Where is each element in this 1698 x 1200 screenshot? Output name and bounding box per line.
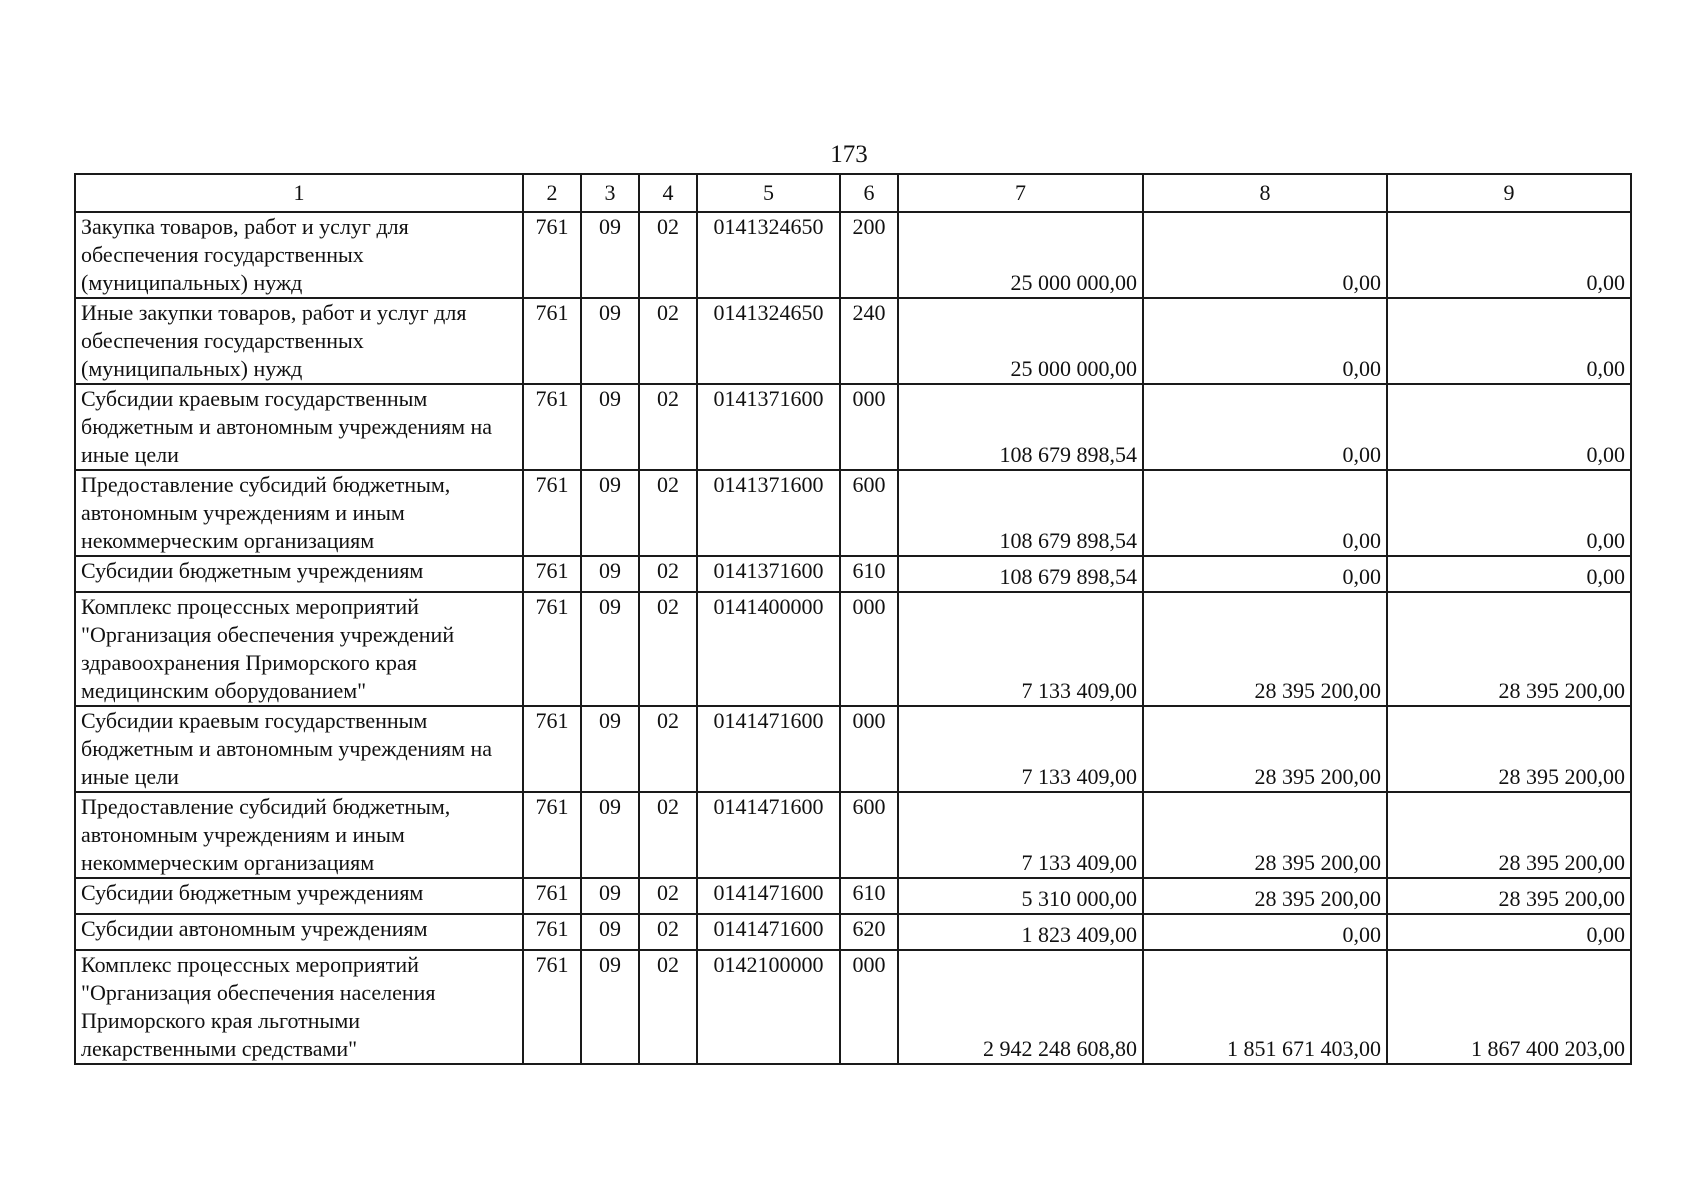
row-amount-8: 0,00 (1143, 298, 1387, 384)
row-amount-8: 28 395 200,00 (1143, 792, 1387, 878)
row-code-5: 0141324650 (697, 298, 840, 384)
row-code-6: 000 (840, 592, 898, 706)
table-header-row (75, 174, 1631, 212)
row-code-6: 610 (840, 878, 898, 914)
row-code-2: 761 (523, 384, 581, 470)
row-code-4: 02 (639, 792, 697, 878)
table-row (75, 706, 1631, 792)
table-row (75, 792, 1631, 878)
row-code-6: 600 (840, 470, 898, 556)
row-name: Комплекс процессных мероприятий "Организация обеспечения учреждений здравоохранения Приморского края медицинским оборудованием" (75, 592, 523, 706)
table-row (75, 298, 1631, 384)
row-code-5: 0141371600 (697, 384, 840, 470)
table-row (75, 914, 1631, 950)
row-code-2: 761 (523, 592, 581, 706)
table-row (75, 212, 1631, 298)
row-name: Субсидии бюджетным учреждениям (75, 878, 523, 914)
column-header: 5 (697, 174, 840, 212)
column-header: 8 (1143, 174, 1387, 212)
row-amount-7: 25 000 000,00 (898, 212, 1143, 298)
table-row (75, 556, 1631, 592)
row-code-4: 02 (639, 212, 697, 298)
row-name: Предоставление субсидий бюджетным, автономным учреждениям и иным некоммерческим организациям (75, 792, 523, 878)
row-code-5: 0141471600 (697, 792, 840, 878)
row-code-4: 02 (639, 706, 697, 792)
row-amount-7: 108 679 898,54 (898, 470, 1143, 556)
row-code-3: 09 (581, 592, 639, 706)
table-row (75, 592, 1631, 706)
row-amount-9: 0,00 (1387, 914, 1631, 950)
column-header: 3 (581, 174, 639, 212)
row-amount-9: 28 395 200,00 (1387, 706, 1631, 792)
row-code-6: 620 (840, 914, 898, 950)
row-name: Субсидии краевым государственным бюджетным и автономным учреждениям на иные цели (75, 706, 523, 792)
row-code-3: 09 (581, 878, 639, 914)
row-amount-8: 1 851 671 403,00 (1143, 950, 1387, 1064)
column-header: 9 (1387, 174, 1631, 212)
row-code-6: 610 (840, 556, 898, 592)
row-amount-9: 0,00 (1387, 470, 1631, 556)
row-code-6: 240 (840, 298, 898, 384)
row-code-5: 0142100000 (697, 950, 840, 1064)
row-code-5: 0141371600 (697, 470, 840, 556)
row-code-6: 600 (840, 792, 898, 878)
row-name: Закупка товаров, работ и услуг для обеспечения государственных (муниципальных) нужд (75, 212, 523, 298)
row-amount-7: 7 133 409,00 (898, 792, 1143, 878)
row-amount-9: 28 395 200,00 (1387, 792, 1631, 878)
row-code-3: 09 (581, 298, 639, 384)
row-amount-8: 0,00 (1143, 470, 1387, 556)
row-amount-8: 0,00 (1143, 384, 1387, 470)
row-code-2: 761 (523, 298, 581, 384)
row-code-3: 09 (581, 914, 639, 950)
row-amount-9: 0,00 (1387, 298, 1631, 384)
row-amount-9: 0,00 (1387, 384, 1631, 470)
row-code-3: 09 (581, 792, 639, 878)
row-amount-8: 0,00 (1143, 212, 1387, 298)
row-name: Комплекс процессных мероприятий "Организация обеспечения населения Приморского края льготными лекарственными средствами" (75, 950, 523, 1064)
row-code-4: 02 (639, 914, 697, 950)
table-row (75, 878, 1631, 914)
row-code-3: 09 (581, 950, 639, 1064)
row-code-5: 0141400000 (697, 592, 840, 706)
row-code-4: 02 (639, 470, 697, 556)
row-code-6: 000 (840, 384, 898, 470)
row-name: Иные закупки товаров, работ и услуг для обеспечения государственных (муниципальных) нужд (75, 298, 523, 384)
row-amount-7: 7 133 409,00 (898, 592, 1143, 706)
row-amount-9: 0,00 (1387, 556, 1631, 592)
column-header: 6 (840, 174, 898, 212)
row-code-3: 09 (581, 212, 639, 298)
table-row (75, 384, 1631, 470)
row-amount-9: 1 867 400 203,00 (1387, 950, 1631, 1064)
row-code-4: 02 (639, 592, 697, 706)
row-code-5: 0141371600 (697, 556, 840, 592)
column-header: 1 (75, 174, 523, 212)
row-code-5: 0141471600 (697, 914, 840, 950)
page-number: 173 (830, 141, 868, 168)
row-name: Субсидии бюджетным учреждениям (75, 556, 523, 592)
column-header: 2 (523, 174, 581, 212)
row-code-3: 09 (581, 706, 639, 792)
row-code-3: 09 (581, 384, 639, 470)
row-amount-9: 0,00 (1387, 212, 1631, 298)
row-amount-8: 0,00 (1143, 914, 1387, 950)
row-amount-7: 108 679 898,54 (898, 556, 1143, 592)
row-amount-7: 1 823 409,00 (898, 914, 1143, 950)
row-code-3: 09 (581, 470, 639, 556)
row-code-2: 761 (523, 556, 581, 592)
table-row (75, 470, 1631, 556)
row-code-2: 761 (523, 792, 581, 878)
row-amount-7: 5 310 000,00 (898, 878, 1143, 914)
row-code-6: 000 (840, 950, 898, 1064)
row-amount-8: 0,00 (1143, 556, 1387, 592)
row-amount-8: 28 395 200,00 (1143, 878, 1387, 914)
row-code-5: 0141471600 (697, 878, 840, 914)
column-header: 7 (898, 174, 1143, 212)
row-amount-8: 28 395 200,00 (1143, 592, 1387, 706)
row-amount-9: 28 395 200,00 (1387, 592, 1631, 706)
row-code-2: 761 (523, 878, 581, 914)
row-code-4: 02 (639, 556, 697, 592)
row-code-4: 02 (639, 878, 697, 914)
row-code-4: 02 (639, 384, 697, 470)
row-code-2: 761 (523, 470, 581, 556)
row-code-4: 02 (639, 298, 697, 384)
row-code-4: 02 (639, 950, 697, 1064)
row-code-6: 000 (840, 706, 898, 792)
row-code-6: 200 (840, 212, 898, 298)
row-name: Предоставление субсидий бюджетным, автономным учреждениям и иным некоммерческим организациям (75, 470, 523, 556)
row-name: Субсидии краевым государственным бюджетным и автономным учреждениям на иные цели (75, 384, 523, 470)
row-amount-7: 25 000 000,00 (898, 298, 1143, 384)
row-amount-7: 2 942 248 608,80 (898, 950, 1143, 1064)
column-header: 4 (639, 174, 697, 212)
row-code-2: 761 (523, 212, 581, 298)
row-amount-8: 28 395 200,00 (1143, 706, 1387, 792)
row-name: Субсидии автономным учреждениям (75, 914, 523, 950)
row-code-2: 761 (523, 914, 581, 950)
row-code-2: 761 (523, 950, 581, 1064)
row-code-5: 0141471600 (697, 706, 840, 792)
row-code-3: 09 (581, 556, 639, 592)
row-amount-7: 108 679 898,54 (898, 384, 1143, 470)
row-amount-9: 28 395 200,00 (1387, 878, 1631, 914)
budget-table (74, 173, 1632, 1065)
row-amount-7: 7 133 409,00 (898, 706, 1143, 792)
table-row (75, 950, 1631, 1064)
row-code-5: 0141324650 (697, 212, 840, 298)
row-code-2: 761 (523, 706, 581, 792)
